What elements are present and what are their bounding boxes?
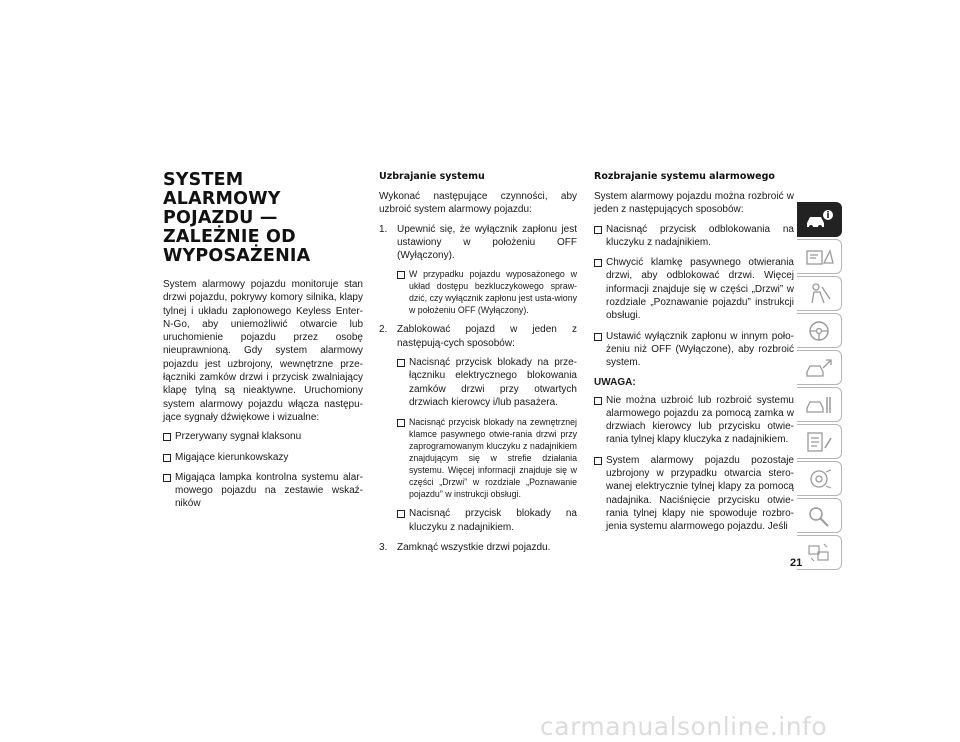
column-3 <box>594 170 794 541</box>
tab-emergency[interactable] <box>797 350 842 385</box>
tab-languages[interactable] <box>797 535 842 570</box>
column-1 <box>163 170 363 518</box>
tab-car-info[interactable] <box>797 202 842 237</box>
checkbox-bullet-icon <box>594 259 602 267</box>
list-item: Przerywany sygnał klaksonu <box>163 430 363 443</box>
search-index-icon <box>804 504 834 528</box>
tab-safety[interactable] <box>797 276 842 311</box>
tab-index[interactable] <box>797 498 842 533</box>
airbag-safety-icon <box>804 282 834 306</box>
tab-maintenance[interactable] <box>797 424 842 459</box>
list-item: Nacisnąć przycisk blokady na kluczyku z nadajnikiem. <box>397 507 577 534</box>
dashboard-warning-icon <box>804 245 834 269</box>
list-item: Ustawić wyłącznik zapłonu w innym poło-żeniu niż OFF (Wyłączone), aby rozbroić system. <box>594 330 794 370</box>
checkbox-bullet-icon <box>163 454 171 462</box>
checkbox-bullet-icon <box>594 457 602 465</box>
list-item: Migające kierunkowskazy <box>163 451 363 464</box>
page-title: SYSTEM ALARMOWY POJAZDU — ZALEŻNIE OD WYPOSAŻENIA <box>163 170 311 266</box>
checkbox-bullet-icon <box>594 226 602 234</box>
note-label: UWAGA: <box>594 376 636 388</box>
tab-dashboard[interactable] <box>797 239 842 274</box>
column-2 <box>379 170 577 560</box>
step-1: 1. Upewnić się, że wyłącznik zapłonu jest ustawiony w położeniu OFF (Wyłączony). <box>379 223 577 262</box>
language-index-icon <box>804 541 834 565</box>
tab-multimedia[interactable] <box>797 461 842 496</box>
disarming-intro: System alarmowy pojazdu można rozbroić w jeden z następujących sposobów: <box>594 191 794 216</box>
checkbox-bullet-icon <box>163 433 171 441</box>
checkbox-bullet-icon <box>163 474 171 482</box>
intro-paragraph: System alarmowy pojazdu monitoruje stan drzwi pojazdu, pokrywy komory silnika, klapy tylnej i układu zapłonowego Keyless Enter-N-Go, aby uniemożliwić otwarcie lub uruchomienie pojazdu przez osobę nieuprawnioną. Gdy system alarmowy pojazdu jest uzbrojony, wewnętrzne prze-łączniki zamków drzwi i przycisk zwalniający klapę tylną są nieaktywne. Uruchomiony system alarmowy pojazdu włącza następu-jące sygnały dźwiękowe i wizualne: <box>163 279 363 423</box>
tab-driving[interactable] <box>797 313 842 348</box>
arming-intro: Wykonać następujące czynności, aby uzbroić system alarmowy pojazdu: <box>379 191 577 216</box>
checkbox-bullet-icon <box>594 397 602 405</box>
checkbox-bullet-icon <box>397 419 405 427</box>
checkbox-bullet-icon <box>397 359 405 367</box>
tab-service[interactable] <box>797 387 842 422</box>
checkbox-bullet-icon <box>594 333 602 341</box>
chapter-tabs <box>797 202 843 572</box>
list-item: System alarmowy pojazdu pozostaje uzbrojony w przypadku otwarcia stero-wanej elektrycznie tylnej klapy za pomocą nadajnika. Naciśnięcie przycisku otwie-rania tylnej klapy nie spowoduje rozbro-jenia systemu alarmowego pojazdu. Jeśli <box>594 454 794 534</box>
step-3: 3. Zamknąć wszystkie drzwi pojazdu. <box>379 541 551 553</box>
page-number: 21 <box>790 557 803 569</box>
list-item: Migająca lampka kontrolna systemu alar-mowego pojazdu na zestawie wskaź-ników <box>163 471 363 511</box>
emergency-car-icon <box>804 356 834 380</box>
steering-wheel-icon <box>804 319 834 343</box>
service-tools-icon <box>804 393 834 417</box>
step-2: 2. Zablokować pojazd w jeden z następują-cych sposobów: <box>379 324 577 349</box>
checkbox-bullet-icon <box>397 271 405 279</box>
list-item: Nacisnąć przycisk odblokowania na kluczyku z nadajnikiem. <box>594 223 794 250</box>
watermark: carmanualsonline.info <box>540 712 828 741</box>
car-info-icon <box>804 208 834 232</box>
checkbox-bullet-icon <box>397 510 405 518</box>
list-item: Nacisnąć przycisk blokady na prze-łączniku elektrycznego blokowania zamków drzwi przy otwartych drzwiach kierowcy i/lub pasażera. <box>397 356 577 409</box>
section-heading-disarming: Rozbrajanie systemu alarmowego <box>594 171 775 182</box>
list-item: W przypadku pojazdu wyposażonego w układ dostępu bezkluczykowego spraw-dzić, czy wyłącznik zapłonu jest usta-wiony w położeniu OFF (Wyłączony). <box>397 268 577 316</box>
multimedia-icon <box>804 467 834 491</box>
list-item: Nacisnąć przycisk blokady na zewnętrznej klamce pasywnego otwie-rania drzwi przy zaprogramowanym kluczyku z nadajnikiem znajdującym się w strefie działania systemu. Więcej informacji znajduje się w części „Drzwi” w rozdziale „Poznawanie pojazdu” w instrukcji obsługi. <box>397 416 577 500</box>
list-item: Chwycić klamkę pasywnego otwierania drzwi, aby odblokować drzwi. Więcej informacji znajduje się w części „Drzwi” w rozdziale „Poznawanie pojazdu” instrukcji obsługi. <box>594 256 794 322</box>
list-item: Nie można uzbroić lub rozbroić systemu alarmowego pojazdu za pomocą zamka w drzwiach kierowcy lub przycisku otwie-rania tylnej klapy kluczyka z nadajnikiem. <box>594 394 794 447</box>
maintenance-schedule-icon <box>804 430 834 454</box>
section-heading-arming: Uzbrajanie systemu <box>379 171 485 182</box>
